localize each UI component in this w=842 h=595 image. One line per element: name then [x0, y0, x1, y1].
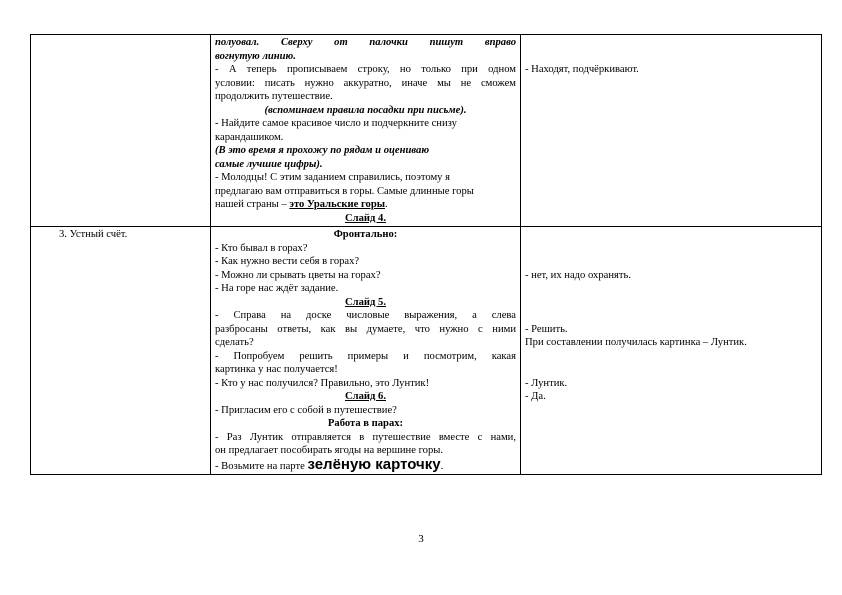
teacher-line-text: - Попробуем решить примеры и посмотрим, какая [215, 350, 516, 362]
teacher-line-text: полуовал. Сверху от палочки пишут вправо [215, 37, 516, 48]
teacher-line [215, 269, 516, 283]
teacher-activity-cell [211, 227, 521, 475]
teacher-line-text: Слайд 5. [345, 296, 386, 308]
teacher-line [215, 390, 516, 404]
teacher-line-text: - Справа на доске числовые выражения, а слева [215, 310, 516, 321]
teacher-line [215, 63, 516, 77]
teacher-line [215, 144, 516, 158]
student-line: - Решить. [525, 323, 568, 335]
teacher-line-end: . [384, 199, 388, 210]
teacher-line [215, 363, 516, 377]
teacher-line-text: картинка у нас получается! [215, 364, 338, 375]
teacher-line-text: предлагаю вам отправиться в горы. Самые длинные горы [215, 185, 474, 197]
teacher-line [215, 323, 516, 337]
teacher-line [215, 417, 516, 431]
teacher-line [215, 242, 516, 256]
spacer [525, 36, 817, 63]
teacher-line-text: - А теперь прописываем строку, но только при одном [215, 64, 516, 75]
table-row [31, 227, 822, 475]
teacher-line-text: карандашиком. [215, 131, 284, 143]
teacher-line-text: - Кто бывал в горах? [215, 242, 308, 254]
teacher-line-text: Работа в парах: [327, 418, 404, 429]
teacher-line-text: - Можно ли срывать цветы на горах? [215, 269, 381, 281]
teacher-line [215, 185, 516, 199]
stage-cell [31, 227, 211, 475]
teacher-line [215, 117, 516, 131]
teacher-line-text: - Найдите самое красивое число и подчеркните снизу [215, 118, 457, 129]
teacher-line [215, 404, 516, 418]
teacher-line [215, 198, 516, 212]
teacher-line [215, 104, 516, 118]
teacher-line [215, 455, 516, 474]
teacher-line [215, 171, 516, 185]
stage-label: 3. Устный счёт. [59, 229, 128, 240]
student-line: - Находят, подчёркивают. [525, 64, 639, 75]
teacher-line-text: сделать? [215, 337, 254, 348]
stage-cell [31, 35, 211, 227]
teacher-line-text: продолжить путешествие. [215, 91, 333, 102]
student-activity-cell [521, 35, 822, 227]
lesson-plan-table [30, 34, 822, 475]
spacer [525, 228, 817, 269]
student-line: При составлении получилась картинка – Лунтик. [525, 337, 747, 348]
teacher-line-text: вогнутую линию. [215, 50, 296, 62]
teacher-line-end: . [440, 460, 444, 472]
teacher-line-text: - Возьмите на парте [215, 460, 308, 472]
teacher-line-text: (В это время я прохожу по рядам и оцениваю [215, 145, 430, 156]
teacher-line [215, 350, 516, 364]
teacher-line-text: - Кто у нас получился? Правильно, это Лунтик! [215, 377, 430, 389]
teacher-line [215, 131, 516, 145]
teacher-line-emphasis: это Уральские горы [289, 199, 385, 210]
teacher-line [215, 228, 516, 242]
teacher-line [215, 50, 516, 64]
teacher-line-text: самые лучшие цифры). [215, 158, 323, 170]
spacer [525, 282, 817, 323]
teacher-line-emphasis: зелёную карточку [307, 455, 441, 473]
teacher-line-text: условии: писать нужно аккуратно, иначе мы не сможем [215, 77, 516, 89]
teacher-line-text: Слайд 4. [345, 212, 386, 224]
teacher-line [215, 212, 516, 226]
student-line: - Лунтик. [525, 377, 568, 389]
teacher-line [215, 158, 516, 172]
teacher-line-text: - Как нужно вести себя в горах? [215, 256, 360, 267]
teacher-line [215, 282, 516, 296]
teacher-line [215, 377, 516, 391]
student-line: - Да. [525, 391, 546, 402]
teacher-line [215, 36, 516, 50]
teacher-line-text: Слайд 6. [345, 391, 386, 402]
teacher-line-text: нашей страны – [215, 199, 290, 210]
teacher-line-text: (вспоминаем правила посадки при письме). [264, 104, 467, 116]
student-line: - нет, их надо охранять. [525, 269, 631, 281]
teacher-line-text: - Пригласим его с собой в путешествие? [215, 404, 397, 416]
page-number: 3 [418, 533, 424, 545]
teacher-line-text: разбросаны ответы, как вы думаете, что нужно с ними [215, 323, 516, 335]
teacher-activity-cell [211, 35, 521, 227]
teacher-line [215, 336, 516, 350]
teacher-line-text: Фронтально: [333, 229, 398, 240]
table-row [31, 35, 822, 227]
student-activity-cell [521, 227, 822, 475]
teacher-line-text: - Раз Лунтик отправляется в путешествие вместе с нами, [215, 431, 516, 443]
teacher-line-text: - Молодцы! С этим заданием справились, поэтому я [215, 172, 450, 183]
teacher-line [215, 90, 516, 104]
teacher-line [215, 296, 516, 310]
teacher-line [215, 255, 516, 269]
spacer [525, 350, 817, 377]
teacher-line [215, 431, 516, 445]
teacher-line [215, 77, 516, 91]
teacher-line-text: он предлагает пособирать ягоды на вершине горы. [215, 445, 444, 456]
teacher-line-text: - На горе нас ждёт задание. [215, 283, 339, 294]
teacher-line [215, 309, 516, 323]
